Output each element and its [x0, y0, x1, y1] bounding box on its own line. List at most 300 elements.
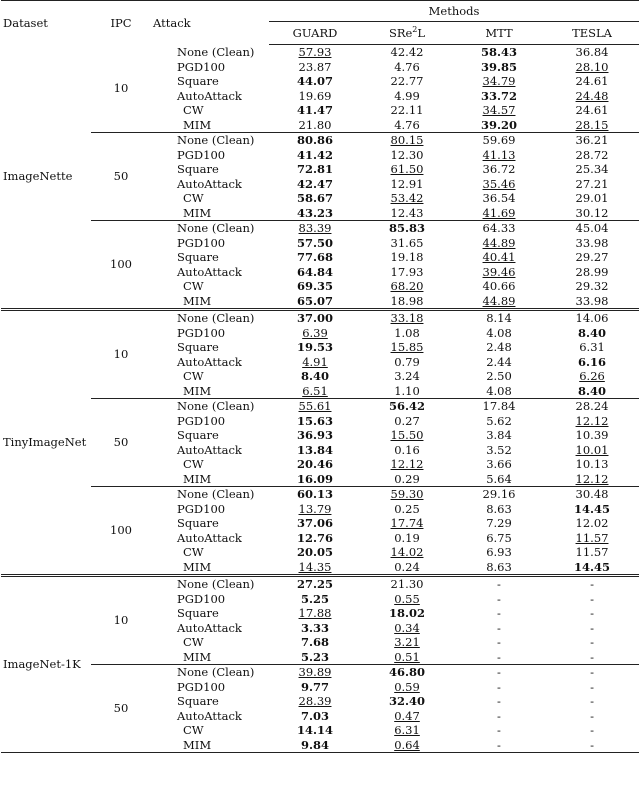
value-cell: [545, 236, 639, 251]
value-text: 0.51: [394, 649, 420, 664]
attack-name: AutoAttack: [177, 264, 242, 279]
value-cell: [269, 709, 361, 724]
value-text: 24.61: [575, 103, 609, 117]
value-text: 23.87: [298, 59, 332, 74]
value-text: 18.02: [388, 606, 425, 620]
value-cell: [269, 457, 361, 472]
value-cell: [453, 384, 545, 399]
dataset-label: ImageNet-1K: [1, 576, 91, 753]
attack-name: CW: [183, 635, 204, 649]
value-text: 0.24: [394, 559, 420, 574]
value-text: 42.47: [296, 176, 333, 191]
attack-name: CW: [183, 457, 204, 471]
value-text: 1.08: [394, 325, 420, 340]
value-text: 56.42: [388, 399, 425, 413]
value-text: 12.91: [390, 176, 424, 191]
attack-name: MIM: [183, 117, 212, 132]
value-text: -: [497, 694, 501, 708]
value-text: 20.46: [296, 457, 333, 471]
results-table: [1, 0, 639, 753]
value-text: 40.66: [482, 279, 516, 293]
value-cell: [361, 326, 453, 341]
value-text: 6.16: [578, 354, 607, 369]
value-text: 4.91: [302, 354, 328, 369]
value-text: 12.12: [575, 413, 609, 428]
value-cell: [453, 635, 545, 650]
value-cell: [453, 428, 545, 443]
attack-name: None (Clean): [151, 399, 269, 414]
value-text: 30.12: [575, 205, 609, 220]
value-cell: [361, 206, 453, 221]
value-cell: [361, 340, 453, 355]
ipc-label: 50: [91, 133, 151, 221]
value-text: 6.39: [302, 325, 328, 340]
value-cell: [361, 621, 453, 636]
value-cell: [269, 738, 361, 753]
value-text: 22.11: [390, 103, 424, 117]
value-text: 0.25: [394, 501, 420, 516]
value-cell: [453, 665, 545, 680]
value-text: 24.61: [575, 74, 609, 88]
value-text: 36.21: [575, 133, 609, 147]
value-text: 8.63: [486, 559, 512, 574]
value-text: 28.15: [575, 117, 609, 132]
value-text: 64.33: [482, 221, 516, 235]
value-cell: [545, 472, 639, 487]
attack-name: Square: [177, 428, 219, 442]
attack-name: MIM: [183, 383, 212, 398]
value-cell: [361, 576, 453, 592]
value-cell: [269, 310, 361, 326]
value-text: 44.89: [482, 235, 516, 250]
value-text: -: [590, 649, 594, 664]
value-cell: [545, 399, 639, 414]
value-cell: [453, 472, 545, 487]
value-cell: [453, 650, 545, 665]
value-text: 2.50: [486, 369, 512, 383]
value-text: 59.30: [390, 487, 424, 501]
value-text: 1.10: [394, 383, 420, 398]
value-text: 41.69: [482, 205, 516, 220]
header-methods: Methods: [269, 1, 639, 22]
value-text: 80.86: [296, 133, 333, 147]
value-cell: [453, 694, 545, 709]
value-cell: [545, 606, 639, 621]
value-text: 18.98: [390, 293, 424, 308]
value-cell: [545, 89, 639, 104]
value-cell: [269, 369, 361, 384]
value-cell: [361, 650, 453, 665]
value-cell: [269, 606, 361, 621]
value-text: 37.00: [296, 311, 333, 325]
value-text: 6.31: [394, 723, 420, 737]
value-cell: [453, 414, 545, 429]
value-cell: [269, 560, 361, 576]
value-cell: [269, 414, 361, 429]
value-cell: [269, 279, 361, 294]
value-text: 27.21: [575, 176, 609, 191]
value-cell: [361, 443, 453, 458]
value-cell: [361, 279, 453, 294]
value-text: 17.88: [298, 606, 332, 620]
value-text: 58.67: [296, 191, 333, 205]
value-cell: [361, 606, 453, 621]
value-cell: [361, 694, 453, 709]
value-cell: [269, 221, 361, 236]
value-cell: [361, 74, 453, 89]
attack-name: None (Clean): [151, 310, 269, 326]
attack-name: PGD100: [177, 413, 226, 428]
value-cell: [453, 310, 545, 326]
value-cell: [453, 369, 545, 384]
value-cell: [361, 310, 453, 326]
value-cell: [269, 384, 361, 399]
value-text: 12.02: [575, 516, 609, 530]
value-cell: [269, 89, 361, 104]
value-text: 0.34: [394, 620, 420, 635]
value-text: -: [590, 708, 594, 723]
value-text: 7.03: [300, 708, 329, 723]
ipc-label: 10: [113, 81, 129, 95]
value-text: 24.48: [575, 88, 609, 103]
value-text: 4.08: [486, 383, 512, 398]
value-cell: [361, 545, 453, 560]
value-cell: [453, 60, 545, 75]
table-row: [1, 665, 639, 680]
attack-name: PGD100: [177, 679, 226, 694]
dataset-label: TinyImageNet: [1, 310, 91, 576]
attack-name: PGD100: [177, 235, 226, 250]
value-cell: [545, 118, 639, 133]
value-cell: [269, 502, 361, 517]
value-text: 16.09: [296, 471, 333, 486]
value-cell: [361, 723, 453, 738]
value-text: 6.31: [579, 340, 605, 354]
value-text: 28.72: [575, 147, 609, 162]
value-text: 65.07: [296, 293, 333, 308]
value-text: 55.61: [298, 399, 332, 413]
value-text: 14.45: [574, 559, 611, 574]
value-cell: [269, 694, 361, 709]
value-text: 39.20: [480, 117, 517, 132]
value-cell: [453, 177, 545, 192]
value-text: 13.84: [296, 442, 333, 457]
attack-name: AutoAttack: [177, 354, 242, 369]
value-text: 3.21: [394, 635, 420, 649]
value-cell: [545, 635, 639, 650]
value-cell: [269, 45, 361, 60]
value-cell: [361, 502, 453, 517]
value-cell: [361, 133, 453, 148]
value-text: 36.84: [575, 45, 609, 59]
attack-name: PGD100: [177, 591, 226, 606]
value-cell: [545, 326, 639, 341]
table-row: [1, 45, 639, 60]
value-text: -: [497, 635, 501, 649]
value-cell: [269, 162, 361, 177]
value-cell: [361, 191, 453, 206]
value-cell: [361, 738, 453, 753]
value-text: 5.62: [486, 413, 512, 428]
value-cell: [453, 206, 545, 221]
value-text: 33.18: [390, 311, 424, 325]
value-text: 39.85: [480, 59, 517, 74]
value-text: 37.06: [296, 516, 333, 530]
value-cell: [545, 650, 639, 665]
value-text: 4.08: [486, 325, 512, 340]
value-text: 8.40: [300, 369, 329, 383]
value-cell: [453, 680, 545, 695]
value-cell: [361, 560, 453, 576]
attack-name: CW: [183, 723, 204, 737]
value-cell: [545, 680, 639, 695]
attack-name: Square: [177, 74, 219, 88]
value-text: 3.33: [300, 620, 329, 635]
value-cell: [453, 236, 545, 251]
value-text: 32.40: [388, 694, 425, 708]
value-text: 4.76: [394, 59, 420, 74]
value-text: 44.89: [482, 293, 516, 308]
value-text: 34.57: [482, 103, 516, 117]
value-text: -: [590, 665, 594, 679]
value-cell: [361, 118, 453, 133]
value-cell: [269, 118, 361, 133]
value-cell: [453, 74, 545, 89]
value-cell: [545, 487, 639, 502]
table-row: [1, 133, 639, 148]
attack-name: None (Clean): [151, 576, 269, 592]
value-text: 0.29: [394, 471, 420, 486]
header-sre-suffix: L: [417, 25, 426, 40]
value-text: -: [497, 708, 501, 723]
attack-name: None (Clean): [177, 44, 255, 59]
value-text: 60.13: [296, 487, 333, 501]
value-text: 57.93: [298, 45, 332, 59]
value-cell: [269, 428, 361, 443]
value-cell: [361, 428, 453, 443]
attack-name: MIM: [151, 738, 269, 753]
value-cell: [453, 326, 545, 341]
value-text: -: [590, 723, 594, 737]
value-cell: [361, 680, 453, 695]
attack-name: Square: [177, 516, 219, 530]
value-text: 12.76: [296, 530, 333, 545]
attack-name: Square: [177, 162, 219, 176]
attack-name: CW: [183, 545, 204, 559]
value-text: -: [590, 606, 594, 620]
value-text: 28.10: [575, 59, 609, 74]
value-cell: [545, 133, 639, 148]
value-cell: [269, 177, 361, 192]
value-text: 4.99: [394, 88, 420, 103]
ipc-label: 100: [91, 221, 151, 310]
header-guard: GUARD: [269, 22, 361, 45]
value-cell: [545, 310, 639, 326]
value-cell: [269, 443, 361, 458]
value-text: 33.72: [480, 88, 517, 103]
value-cell: [545, 443, 639, 458]
value-text: 69.35: [296, 279, 333, 293]
value-text: 5.64: [486, 471, 512, 486]
header-row-1: [1, 1, 639, 22]
value-text: 8.63: [486, 501, 512, 516]
value-text: 83.39: [298, 221, 332, 235]
value-cell: [545, 45, 639, 60]
attack-name: PGD100: [177, 325, 226, 340]
value-cell: [361, 265, 453, 280]
value-cell: [545, 709, 639, 724]
value-text: 29.01: [575, 191, 609, 205]
value-text: 31.65: [390, 235, 424, 250]
value-cell: [269, 191, 361, 206]
value-text: 14.06: [575, 311, 609, 325]
value-text: -: [497, 591, 501, 606]
value-cell: [545, 457, 639, 472]
value-text: 0.47: [394, 708, 420, 723]
value-text: 7.68: [300, 635, 329, 649]
value-text: -: [497, 649, 501, 664]
value-text: 4.76: [394, 117, 420, 132]
value-text: 39.89: [298, 665, 332, 679]
value-text: 10.39: [575, 428, 609, 442]
attack-name: Square: [177, 606, 219, 620]
value-cell: [545, 560, 639, 576]
value-cell: [453, 340, 545, 355]
value-text: 80.15: [390, 133, 424, 147]
value-text: 33.98: [575, 293, 609, 308]
value-text: -: [497, 737, 501, 752]
table-row: [1, 221, 639, 236]
value-cell: [545, 148, 639, 163]
value-cell: [453, 545, 545, 560]
attack-name: AutoAttack: [177, 708, 242, 723]
value-text: 34.79: [482, 74, 516, 88]
value-cell: [453, 118, 545, 133]
value-cell: [269, 236, 361, 251]
header-tesla: TESLA: [545, 22, 639, 45]
value-cell: [453, 516, 545, 531]
value-cell: [269, 665, 361, 680]
value-text: 27.25: [296, 577, 333, 591]
value-cell: [361, 665, 453, 680]
value-text: 21.80: [298, 117, 332, 132]
value-cell: [269, 148, 361, 163]
attack-name: MIM: [183, 293, 212, 308]
attack-name: None (Clean): [151, 133, 269, 148]
header-mtt: MTT: [453, 22, 545, 45]
value-text: 13.79: [298, 501, 332, 516]
value-cell: [545, 279, 639, 294]
value-text: 0.59: [394, 679, 420, 694]
header-attack: Attack: [151, 1, 269, 45]
value-text: 11.57: [575, 530, 609, 545]
value-cell: [545, 60, 639, 75]
dataset-label: ImageNette: [3, 169, 73, 183]
value-cell: [545, 294, 639, 310]
value-cell: [545, 340, 639, 355]
value-text: 0.16: [394, 442, 420, 457]
value-text: 19.18: [390, 250, 424, 264]
value-cell: [269, 60, 361, 75]
value-text: 17.84: [482, 399, 516, 413]
value-text: 14.35: [298, 559, 332, 574]
value-text: 85.83: [388, 221, 425, 235]
value-text: 5.25: [300, 591, 329, 606]
value-text: 44.07: [296, 74, 333, 88]
attack-name: MIM: [183, 471, 212, 486]
value-cell: [545, 206, 639, 221]
value-cell: [269, 472, 361, 487]
attack-name: None (Clean): [151, 487, 269, 502]
value-cell: [361, 369, 453, 384]
value-text: 21.30: [390, 577, 424, 591]
attack-name: Square: [177, 694, 219, 708]
value-cell: [453, 221, 545, 236]
value-text: 43.23: [296, 205, 333, 220]
value-cell: [545, 665, 639, 680]
value-cell: [545, 428, 639, 443]
value-cell: [545, 723, 639, 738]
value-cell: [269, 355, 361, 370]
value-text: 42.42: [390, 45, 424, 59]
value-cell: [453, 560, 545, 576]
value-text: 41.47: [296, 103, 333, 117]
value-cell: [545, 576, 639, 592]
value-text: -: [497, 665, 501, 679]
value-cell: [361, 250, 453, 265]
value-cell: [545, 221, 639, 236]
ipc-label: 100: [91, 487, 151, 576]
value-cell: [361, 355, 453, 370]
value-text: 41.13: [482, 147, 516, 162]
value-cell: [269, 592, 361, 607]
value-text: 0.64: [394, 737, 420, 752]
value-text: 3.24: [394, 369, 420, 383]
value-cell: [453, 279, 545, 294]
value-cell: [269, 635, 361, 650]
value-cell: [453, 355, 545, 370]
value-text: 40.41: [482, 250, 516, 264]
value-cell: [453, 148, 545, 163]
attack-name: PGD100: [177, 59, 226, 74]
value-text: 9.77: [300, 679, 329, 694]
value-cell: [269, 294, 361, 310]
value-text: 68.20: [390, 279, 424, 293]
value-text: 6.26: [579, 369, 605, 383]
attack-name: CW: [183, 103, 204, 117]
value-text: 39.46: [482, 264, 516, 279]
value-cell: [361, 294, 453, 310]
attack-name: Square: [177, 250, 219, 264]
value-text: -: [590, 737, 594, 752]
value-text: 36.54: [482, 191, 516, 205]
value-text: 10.01: [575, 442, 609, 457]
attack-name: CW: [183, 279, 204, 293]
value-cell: [361, 60, 453, 75]
value-cell: [453, 265, 545, 280]
value-text: -: [497, 620, 501, 635]
attack-name: AutoAttack: [177, 620, 242, 635]
value-text: -: [590, 620, 594, 635]
value-cell: [545, 502, 639, 517]
value-cell: [269, 326, 361, 341]
value-cell: [453, 103, 545, 118]
value-cell: [453, 592, 545, 607]
value-cell: [269, 250, 361, 265]
value-cell: [453, 606, 545, 621]
ipc-label: 10: [91, 576, 151, 665]
value-text: 17.93: [390, 264, 424, 279]
